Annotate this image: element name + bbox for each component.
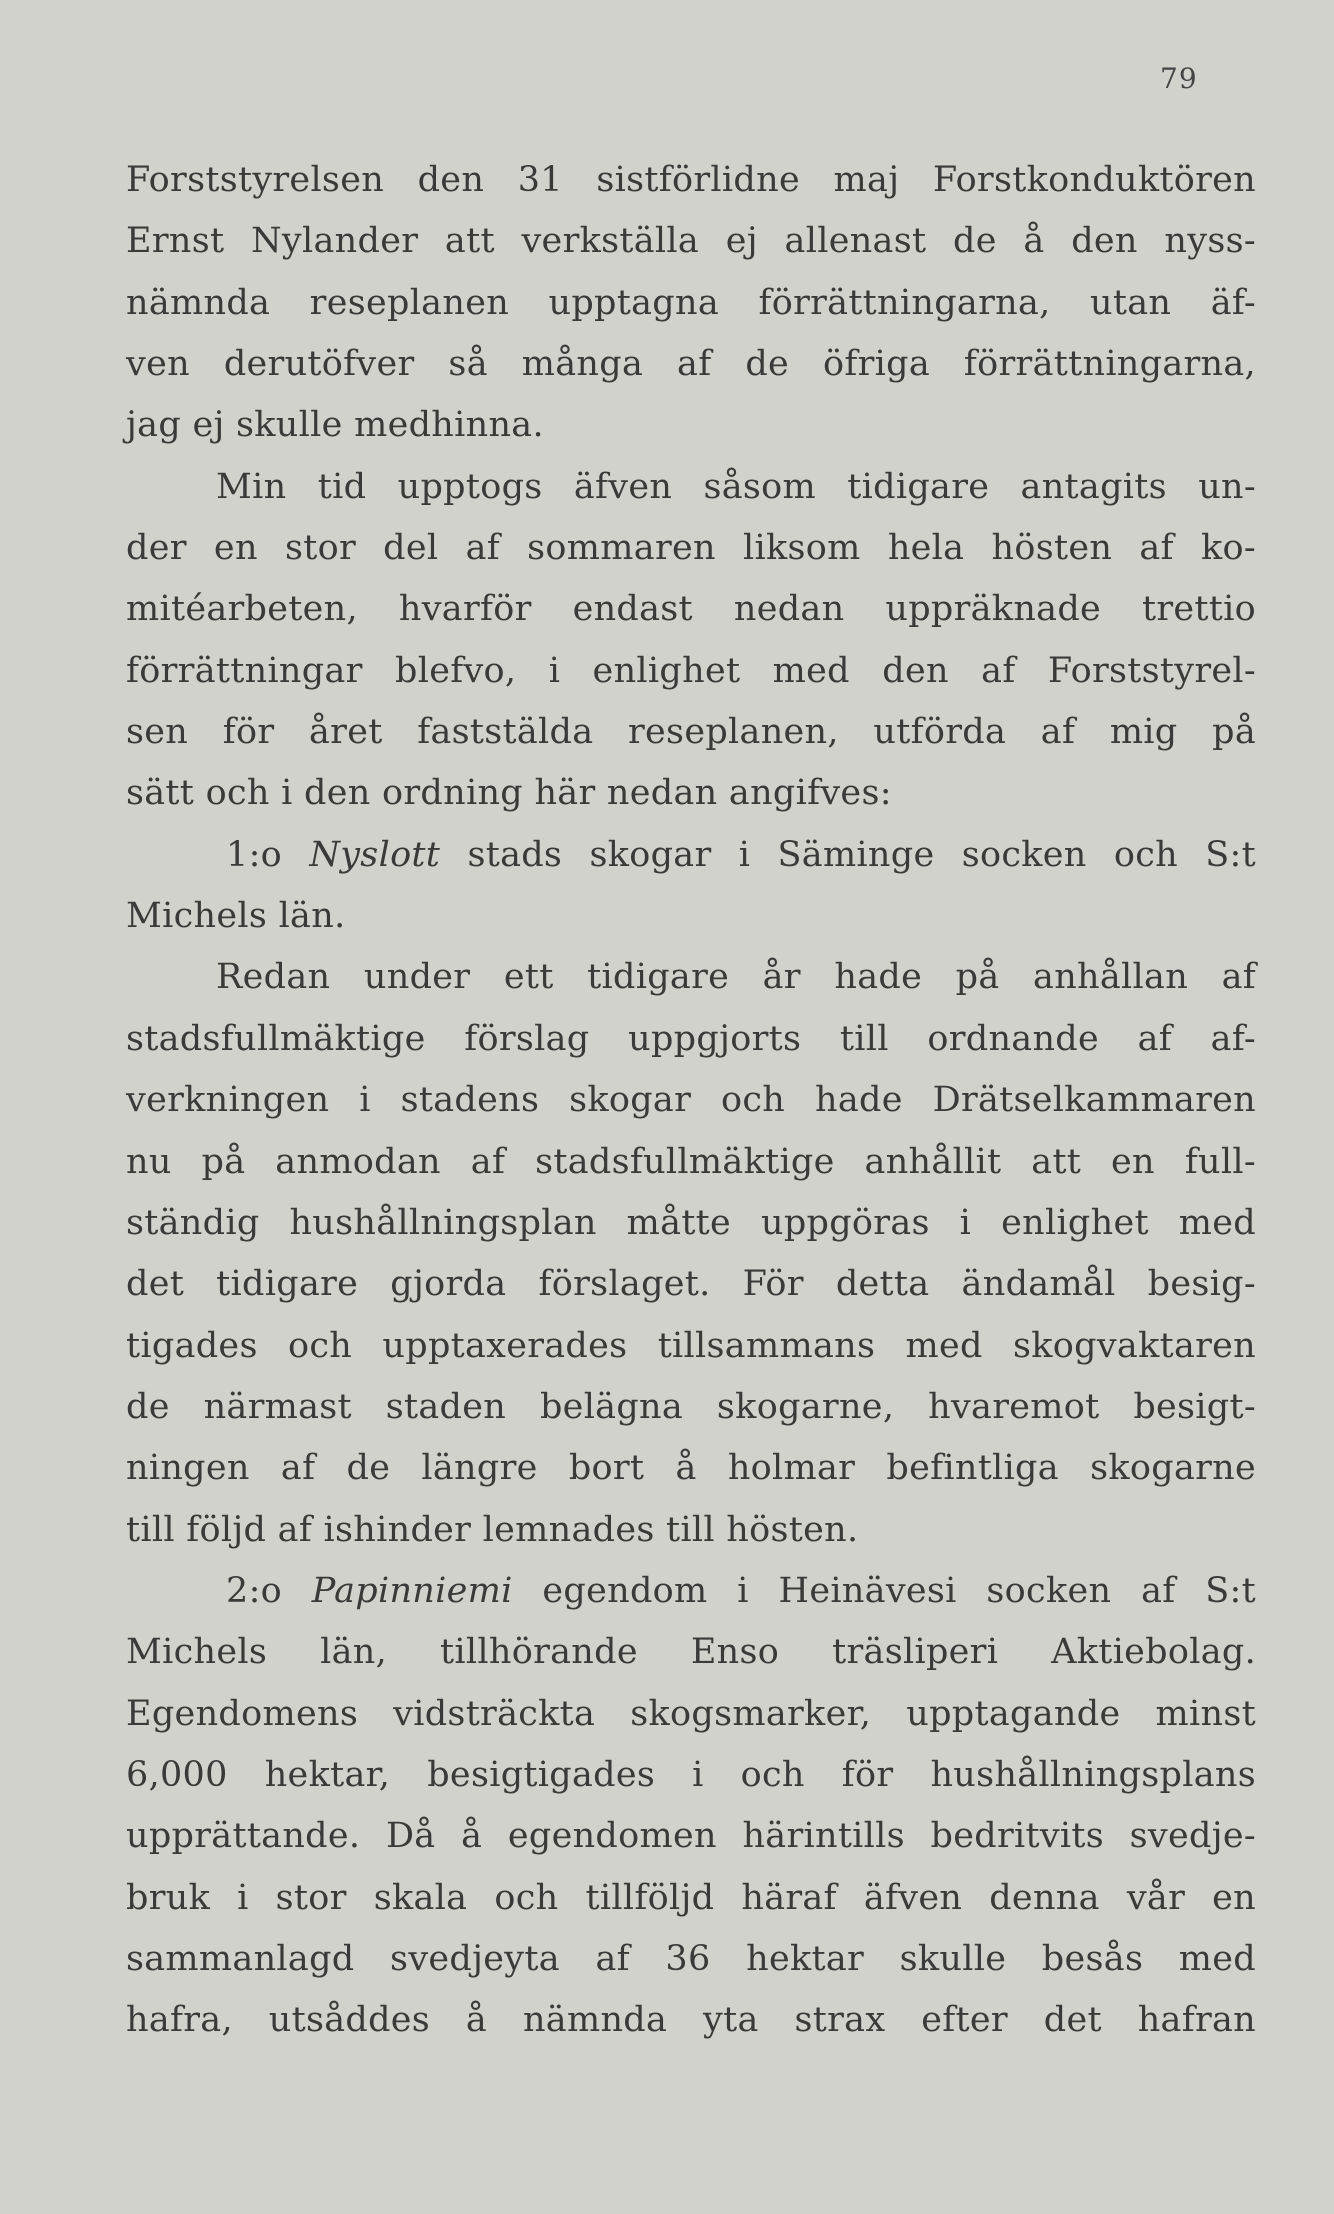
text-line: stadsfullmäktige förslag uppgjorts till ordnande af af- (126, 1018, 1256, 1059)
text-line: förrättningar blefvo, i enlighet med den af Forststyrel- (126, 650, 1256, 691)
text-line: nu på anmodan af stadsfullmäktige anhållit att en full- (126, 1141, 1256, 1182)
text-line: sätt och i den ordning här nedan angifves: (126, 773, 892, 814)
page-number: 79 (1160, 62, 1198, 95)
text-line: Min tid upptogs äfven såsom tidigare antagits un- (216, 466, 1256, 507)
place-name: Papinniemi (311, 1570, 513, 1611)
text-line: de närmast staden belägna skogarne, hvaremot besigt- (126, 1386, 1256, 1427)
text-line: till följd af ishinder lemnades till hösten. (126, 1509, 859, 1550)
text-line: tigades och upptaxerades tillsammans med skogvaktaren (126, 1325, 1256, 1366)
text-line: sen för året faststälda reseplanen, utförda af mig på (126, 712, 1256, 753)
text-line: Michels län, tillhörande Enso träsliperi Aktiebolag. (126, 1632, 1256, 1673)
text-line: Forststyrelsen den 31 sistförlidne maj Forstkonduktören (126, 160, 1256, 200)
text-line: hafra, utsåddes å nämnda yta strax efter det hafran (126, 2000, 1256, 2041)
heading-text: stads skogar i Säminge socken och S:t (467, 834, 1256, 875)
body-text (126, 150, 1256, 2052)
text-line: Michels län. (126, 896, 346, 937)
text-line: det tidigare gjorda förslaget. För detta ändamål besig- (126, 1264, 1256, 1305)
text-line: mitéarbeten, hvarför endast nedan uppräknade trettio (126, 589, 1256, 630)
text-line: ven derutöfver så många af de öfriga förrättningarna, (126, 344, 1256, 385)
text-line: verkningen i stadens skogar och hade Drätselkammaren (126, 1080, 1256, 1121)
text-line: Redan under ett tidigare år hade på anhållan af (216, 957, 1256, 998)
text-line: der en stor del af sommaren liksom hela hösten af ko- (126, 528, 1256, 569)
heading-text: egendom i Heinävesi socken af S:t (542, 1570, 1256, 1611)
text-line: nämnda reseplanen upptagna förrättningarna, utan äf- (126, 282, 1256, 323)
section-heading-2 (126, 1561, 1256, 1622)
item-number: 2:o (226, 1570, 283, 1611)
text-line: ningen af de längre bort å holmar befintliga skogarne (126, 1448, 1256, 1489)
text-line: ständig hushållningsplan måtte uppgöras i enlighet med (126, 1202, 1256, 1243)
text-line: 6,000 hektar, besigtigades i och för hushållningsplans (126, 1754, 1256, 1795)
text-line: Egendomens vidsträckta skogsmarker, upptagande minst (126, 1693, 1256, 1734)
text-line: sammanlagd svedjeyta af 36 hektar skulle besås med (126, 1938, 1256, 1979)
text-line: Ernst Nylander att verkställa ej allenast de å den nyss- (126, 221, 1256, 262)
text-line: bruk i stor skala och tillföljd häraf äfven denna vår en (126, 1877, 1256, 1918)
place-name: Nyslott (309, 834, 441, 875)
item-number: 1:o (226, 834, 283, 875)
section-heading-1 (126, 825, 1256, 886)
text-line: upprättande. Då å egendomen härintills bedritvits svedje- (126, 1816, 1256, 1857)
text-line: jag ej skulle medhinna. (126, 405, 544, 446)
